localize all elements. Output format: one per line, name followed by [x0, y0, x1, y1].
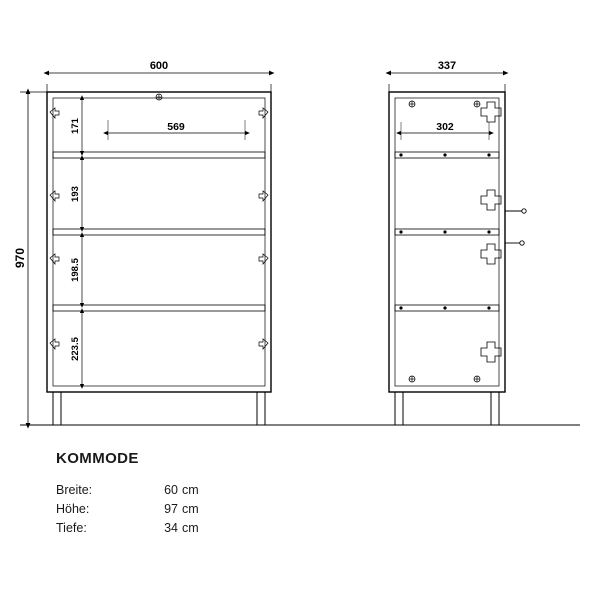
gap-dimension-3 — [70, 237, 82, 303]
side-handles — [505, 209, 526, 245]
gap-dimension-2 — [70, 160, 82, 227]
spec-unit-tiefe: cm — [182, 521, 199, 535]
front-view — [13, 60, 580, 425]
specification-block — [56, 450, 476, 538]
gap-label-3: 198.5 — [70, 258, 81, 282]
page-title: KOMMODE — [56, 450, 139, 467]
front-shelves — [53, 152, 265, 311]
inner-width-dimension — [108, 120, 245, 140]
spec-value-breite: 60 — [164, 483, 178, 497]
side-cross-hinges — [481, 102, 501, 362]
gap-label-4: 223.5 — [70, 337, 81, 361]
side-shelves — [395, 152, 499, 311]
total-height-label: 970 — [13, 247, 27, 269]
inner-width-label: 569 — [167, 121, 185, 133]
top-center-fitting — [156, 94, 162, 100]
gap-label-1: 171 — [70, 118, 81, 134]
front-inner-outline — [53, 98, 265, 386]
spec-row-breite — [56, 481, 476, 500]
side-body-outline — [389, 92, 505, 392]
spec-label-hoehe: Höhe: — [56, 502, 90, 516]
side-width-label: 337 — [437, 60, 457, 72]
side-inner-outline — [395, 98, 499, 386]
spec-label-breite: Breite: — [56, 483, 93, 497]
gap-label-2: 193 — [70, 186, 81, 202]
spec-row-hoehe — [56, 500, 476, 519]
spec-value-tiefe: 34 — [164, 521, 178, 535]
side-dowel-dots — [399, 153, 490, 309]
spec-label-tiefe: Tiefe: — [56, 521, 87, 535]
front-left-hinges — [50, 108, 59, 349]
gap-dimension-1 — [70, 100, 82, 151]
side-inner-width-dimension — [401, 121, 489, 140]
front-width-label: 600 — [149, 60, 169, 72]
spec-row-tiefe — [56, 519, 476, 538]
spec-unit-hoehe: cm — [182, 502, 199, 516]
spec-value-hoehe: 97 — [164, 502, 178, 516]
gap-dimension-4 — [70, 313, 82, 384]
spec-unit-breite: cm — [182, 483, 199, 497]
front-right-hinges — [259, 108, 268, 349]
total-height-dimension — [13, 92, 47, 425]
side-inner-width-label: 302 — [436, 121, 454, 133]
side-feet — [395, 392, 499, 425]
front-feet — [53, 392, 265, 425]
side-corner-fittings — [409, 101, 480, 382]
side-view — [389, 60, 526, 425]
